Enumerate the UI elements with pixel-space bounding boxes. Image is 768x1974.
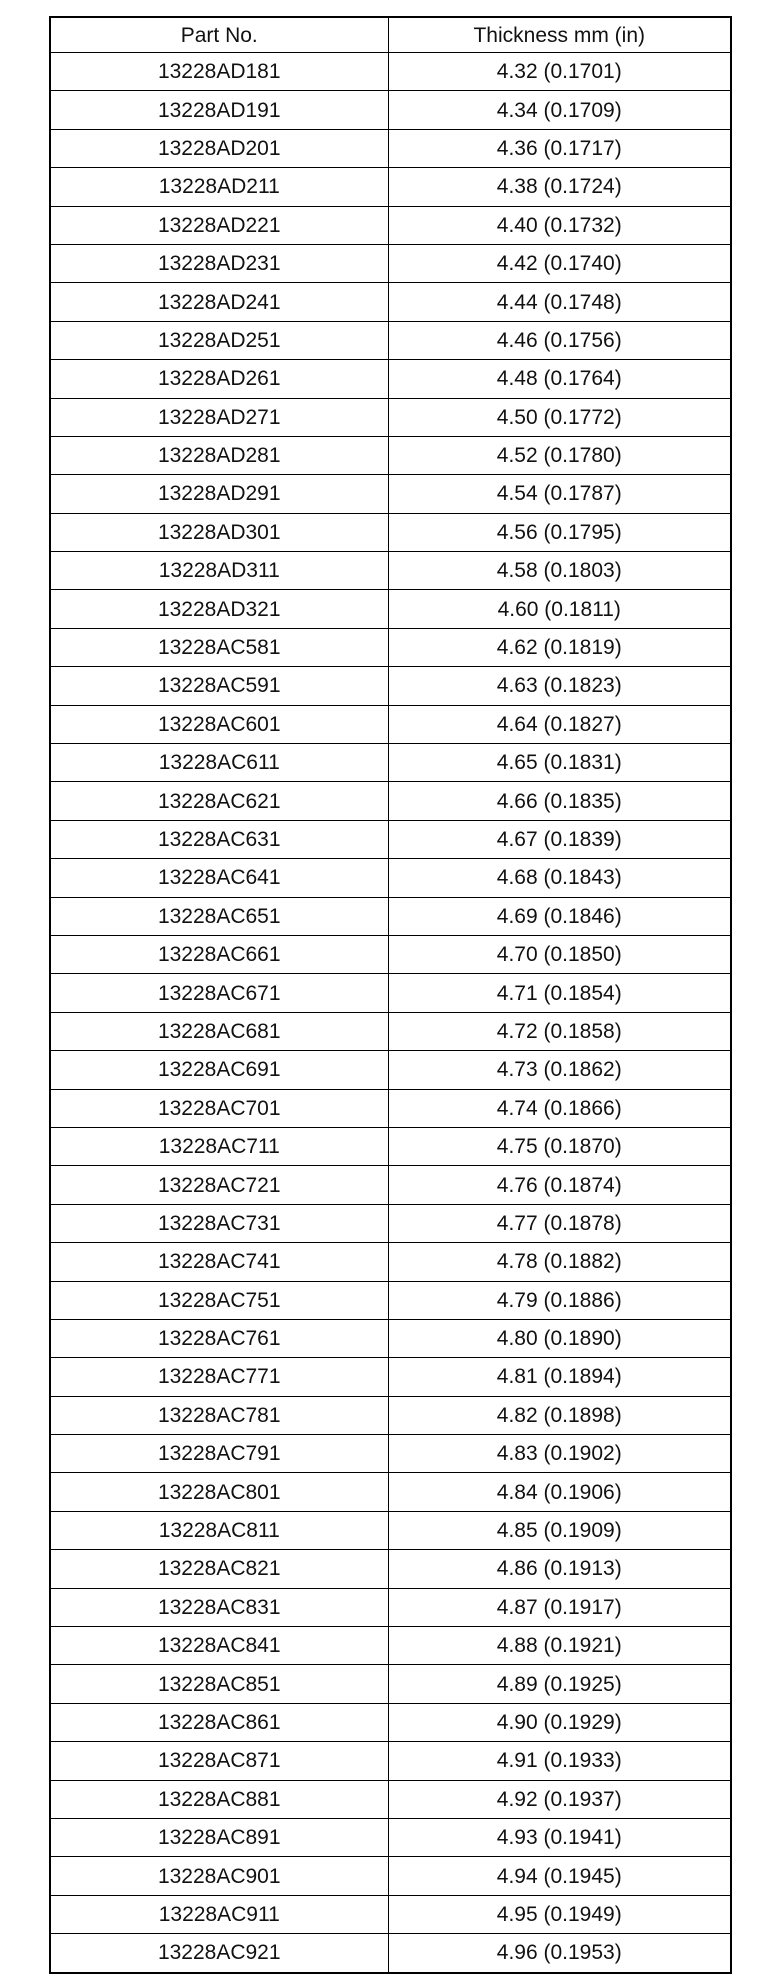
thickness-cell: 4.60 (0.1811): [388, 590, 731, 628]
part-number-cell: 13228AC911: [50, 1895, 388, 1933]
table-row: [50, 1895, 731, 1933]
table-row: [50, 1934, 731, 1973]
thickness-cell: 4.66 (0.1835): [388, 782, 731, 820]
table-row: [50, 53, 731, 91]
part-number-cell: 13228AC861: [50, 1703, 388, 1741]
table-row: [50, 398, 731, 436]
part-number-cell: 13228AC901: [50, 1857, 388, 1895]
thickness-cell: 4.93 (0.1941): [388, 1818, 731, 1856]
table-row: [50, 1012, 731, 1050]
thickness-cell: 4.96 (0.1953): [388, 1934, 731, 1973]
part-number-cell: 13228AD241: [50, 283, 388, 321]
part-number-cell: 13228AC781: [50, 1396, 388, 1434]
part-number-cell: 13228AD271: [50, 398, 388, 436]
part-number-cell: 13228AD311: [50, 552, 388, 590]
table-row: [50, 1319, 731, 1357]
table-row: [50, 705, 731, 743]
thickness-cell: 4.77 (0.1878): [388, 1204, 731, 1242]
part-number-cell: 13228AC751: [50, 1281, 388, 1319]
thickness-cell: 4.54 (0.1787): [388, 475, 731, 513]
thickness-cell: 4.83 (0.1902): [388, 1435, 731, 1473]
thickness-cell: 4.62 (0.1819): [388, 628, 731, 666]
thickness-cell: 4.64 (0.1827): [388, 705, 731, 743]
part-number-cell: 13228AC591: [50, 667, 388, 705]
thickness-cell: 4.70 (0.1850): [388, 935, 731, 973]
table-row: [50, 1742, 731, 1780]
part-number-cell: 13228AC711: [50, 1127, 388, 1165]
part-number-cell: 13228AC741: [50, 1243, 388, 1281]
thickness-cell: 4.34 (0.1709): [388, 91, 731, 129]
thickness-cell: 4.94 (0.1945): [388, 1857, 731, 1895]
table-row: [50, 1089, 731, 1127]
thickness-cell: 4.40 (0.1732): [388, 206, 731, 244]
thickness-cell: 4.68 (0.1843): [388, 859, 731, 897]
table-row: [50, 1588, 731, 1626]
table-row: [50, 475, 731, 513]
table-container: [49, 16, 730, 1974]
table-row: [50, 1051, 731, 1089]
part-number-cell: 13228AC881: [50, 1780, 388, 1818]
table-row: [50, 1435, 731, 1473]
table-row: [50, 935, 731, 973]
header-thickness: Thickness mm (in): [388, 17, 731, 53]
thickness-cell: 4.81 (0.1894): [388, 1358, 731, 1396]
part-number-cell: 13228AC771: [50, 1358, 388, 1396]
thickness-cell: 4.82 (0.1898): [388, 1396, 731, 1434]
table-row: [50, 897, 731, 935]
part-number-cell: 13228AC801: [50, 1473, 388, 1511]
thickness-cell: 4.79 (0.1886): [388, 1281, 731, 1319]
part-number-cell: 13228AC811: [50, 1511, 388, 1549]
table-row: [50, 513, 731, 551]
table-row: [50, 1166, 731, 1204]
table-body: [50, 53, 731, 1973]
table-row: [50, 244, 731, 282]
thickness-cell: 4.69 (0.1846): [388, 897, 731, 935]
part-number-cell: 13228AD261: [50, 360, 388, 398]
part-number-cell: 13228AC701: [50, 1089, 388, 1127]
thickness-cell: 4.67 (0.1839): [388, 820, 731, 858]
part-number-cell: 13228AC791: [50, 1435, 388, 1473]
part-number-cell: 13228AC731: [50, 1204, 388, 1242]
part-number-cell: 13228AC631: [50, 820, 388, 858]
part-number-cell: 13228AC661: [50, 935, 388, 973]
table-row: [50, 1396, 731, 1434]
thickness-cell: 4.75 (0.1870): [388, 1127, 731, 1165]
table-row: [50, 1857, 731, 1895]
thickness-cell: 4.38 (0.1724): [388, 168, 731, 206]
table-row: [50, 744, 731, 782]
part-number-cell: 13228AD301: [50, 513, 388, 551]
part-number-cell: 13228AC921: [50, 1934, 388, 1973]
thickness-table: [49, 16, 732, 1974]
thickness-cell: 4.71 (0.1854): [388, 974, 731, 1012]
thickness-cell: 4.86 (0.1913): [388, 1550, 731, 1588]
table-row: [50, 1665, 731, 1703]
table-row: [50, 667, 731, 705]
table-row: [50, 129, 731, 167]
thickness-cell: 4.76 (0.1874): [388, 1166, 731, 1204]
table-row: [50, 859, 731, 897]
thickness-cell: 4.56 (0.1795): [388, 513, 731, 551]
table-row: [50, 1550, 731, 1588]
part-number-cell: 13228AC721: [50, 1166, 388, 1204]
thickness-cell: 4.73 (0.1862): [388, 1051, 731, 1089]
table-row: [50, 590, 731, 628]
thickness-cell: 4.72 (0.1858): [388, 1012, 731, 1050]
table-header: [50, 17, 731, 53]
thickness-cell: 4.50 (0.1772): [388, 398, 731, 436]
part-number-cell: 13228AC581: [50, 628, 388, 666]
part-number-cell: 13228AC831: [50, 1588, 388, 1626]
thickness-cell: 4.63 (0.1823): [388, 667, 731, 705]
thickness-cell: 4.90 (0.1929): [388, 1703, 731, 1741]
table-row: [50, 436, 731, 474]
part-number-cell: 13228AC871: [50, 1742, 388, 1780]
thickness-cell: 4.78 (0.1882): [388, 1243, 731, 1281]
table-row: [50, 1473, 731, 1511]
table-row: [50, 1627, 731, 1665]
table-row: [50, 1204, 731, 1242]
thickness-cell: 4.89 (0.1925): [388, 1665, 731, 1703]
table-row: [50, 782, 731, 820]
part-number-cell: 13228AC601: [50, 705, 388, 743]
table-row: [50, 206, 731, 244]
part-number-cell: 13228AD201: [50, 129, 388, 167]
part-number-cell: 13228AD281: [50, 436, 388, 474]
part-number-cell: 13228AD321: [50, 590, 388, 628]
part-number-cell: 13228AD191: [50, 91, 388, 129]
part-number-cell: 13228AC821: [50, 1550, 388, 1588]
thickness-cell: 4.48 (0.1764): [388, 360, 731, 398]
table-row: [50, 1281, 731, 1319]
part-number-cell: 13228AD211: [50, 168, 388, 206]
thickness-cell: 4.91 (0.1933): [388, 1742, 731, 1780]
thickness-cell: 4.44 (0.1748): [388, 283, 731, 321]
table-row: [50, 1243, 731, 1281]
table-row: [50, 1818, 731, 1856]
part-number-cell: 13228AD291: [50, 475, 388, 513]
part-number-cell: 13228AC651: [50, 897, 388, 935]
table-row: [50, 168, 731, 206]
table-row: [50, 820, 731, 858]
table-row: [50, 1780, 731, 1818]
thickness-cell: 4.95 (0.1949): [388, 1895, 731, 1933]
part-number-cell: 13228AC761: [50, 1319, 388, 1357]
table-row: [50, 628, 731, 666]
header-part-no: Part No.: [50, 17, 388, 53]
thickness-cell: 4.65 (0.1831): [388, 744, 731, 782]
thickness-cell: 4.92 (0.1937): [388, 1780, 731, 1818]
thickness-cell: 4.46 (0.1756): [388, 321, 731, 359]
thickness-cell: 4.32 (0.1701): [388, 53, 731, 91]
thickness-cell: 4.80 (0.1890): [388, 1319, 731, 1357]
table-row: [50, 1511, 731, 1549]
thickness-cell: 4.74 (0.1866): [388, 1089, 731, 1127]
thickness-cell: 4.87 (0.1917): [388, 1588, 731, 1626]
thickness-cell: 4.52 (0.1780): [388, 436, 731, 474]
part-number-cell: 13228AC691: [50, 1051, 388, 1089]
part-number-cell: 13228AC641: [50, 859, 388, 897]
part-number-cell: 13228AC851: [50, 1665, 388, 1703]
thickness-cell: 4.84 (0.1906): [388, 1473, 731, 1511]
part-number-cell: 13228AC611: [50, 744, 388, 782]
header-row: [50, 17, 731, 53]
table-row: [50, 1127, 731, 1165]
part-number-cell: 13228AC891: [50, 1818, 388, 1856]
table-row: [50, 283, 731, 321]
thickness-cell: 4.88 (0.1921): [388, 1627, 731, 1665]
part-number-cell: 13228AC681: [50, 1012, 388, 1050]
part-number-cell: 13228AD221: [50, 206, 388, 244]
part-number-cell: 13228AD251: [50, 321, 388, 359]
table-row: [50, 1358, 731, 1396]
part-number-cell: 13228AC841: [50, 1627, 388, 1665]
part-number-cell: 13228AC671: [50, 974, 388, 1012]
table-row: [50, 360, 731, 398]
table-row: [50, 1703, 731, 1741]
table-row: [50, 552, 731, 590]
table-row: [50, 91, 731, 129]
table-row: [50, 974, 731, 1012]
part-number-cell: 13228AD231: [50, 244, 388, 282]
thickness-cell: 4.42 (0.1740): [388, 244, 731, 282]
part-number-cell: 13228AD181: [50, 53, 388, 91]
part-number-cell: 13228AC621: [50, 782, 388, 820]
table-row: [50, 321, 731, 359]
thickness-cell: 4.36 (0.1717): [388, 129, 731, 167]
thickness-cell: 4.85 (0.1909): [388, 1511, 731, 1549]
thickness-cell: 4.58 (0.1803): [388, 552, 731, 590]
